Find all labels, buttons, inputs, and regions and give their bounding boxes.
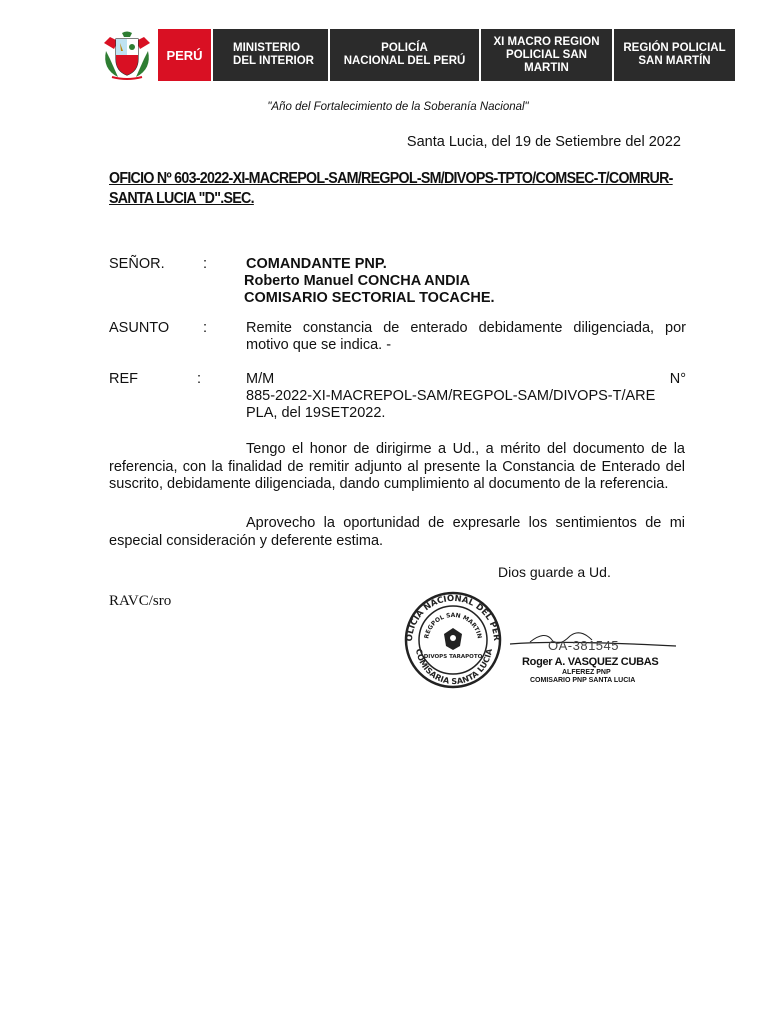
- recipient-name: Roberto Manuel CONCHA ANDIA: [244, 273, 471, 289]
- reference-block: [109, 371, 689, 423]
- body-paragraph-1-text: Tengo el honor de dirigirme a Ud., a mérito del documento de la referencia, con la finalidad de remitir adjunto al presente la Constancia de Enterado del suscrito, debidamente diligenciada, dando cumplimiento al documento de la referencia.: [109, 441, 685, 492]
- signature-post: COMISARIO PNP SANTA LUCIA: [530, 677, 636, 684]
- body-paragraph-1: [109, 441, 685, 494]
- seal-bottom-text: COMISARIA SANTA LUCIA: [414, 648, 494, 687]
- reference-mm: M/M: [246, 371, 275, 387]
- header-policia-text: POLICÍA NACIONAL DEL PERÚ: [343, 42, 466, 67]
- header-ministerio: [213, 29, 328, 81]
- initials: RAVC/sro: [109, 593, 172, 609]
- seal-outer-text: OLICIA NACIONAL DEL PER: [404, 593, 502, 642]
- peru-coat-of-arms: [96, 29, 158, 81]
- header-ministerio-text: MINISTERIO DEL INTERIOR: [233, 42, 314, 67]
- subject-label: ASUNTO: [109, 320, 170, 336]
- subject-block: [109, 320, 689, 356]
- recipient-line-2: [244, 273, 470, 290]
- reference-line-2: 885-2022-XI-MACREPOL-SAM/REGPOL-SAM/DIVOPS-T/ARE: [246, 388, 656, 404]
- year-motto: "Año del Fortalecimiento de la Soberanía Nacional": [267, 101, 529, 113]
- reference-label: REF: [109, 371, 138, 387]
- recipient-colon: :: [203, 256, 208, 272]
- recipient-block: [109, 256, 689, 308]
- seal-inner-text: REGPOL SAN MARTIN: [423, 611, 483, 640]
- header-region-policial-text: REGIÓN POLICIAL SAN MARTÍN: [623, 42, 726, 67]
- reference-line-3: PLA, del 19SET2022.: [246, 405, 386, 421]
- subject-colon: :: [203, 320, 208, 336]
- document-date: Santa Lucia, del 19 de Setiembre del 2022: [406, 134, 681, 150]
- header-region-policial: [614, 29, 735, 81]
- seal-inner-text-2: DIVOPS TARAPOTO: [423, 654, 483, 660]
- header-macro-region: [481, 29, 612, 81]
- body-paragraph-2-text: Aprovecho la oportunidad de expresarle los sentimientos de mi especial consideración y deferente estima.: [109, 515, 685, 549]
- recipient-label: SEÑOR.: [109, 256, 165, 272]
- police-seal-stamp: [398, 590, 508, 690]
- recipient-line-1: COMANDANTE PNP.: [246, 256, 387, 272]
- closing-phrase: Dios guarde a Ud.: [498, 564, 611, 580]
- signature-name: Roger A. VASQUEZ CUBAS: [522, 656, 659, 668]
- reference-colon: :: [197, 371, 202, 387]
- recipient-line-3: COMISARIO SECTORIAL TOCACHE.: [244, 290, 495, 306]
- reference-line-1: [246, 371, 686, 388]
- body-paragraph-2: [109, 515, 685, 550]
- signature-block: [500, 610, 680, 690]
- peru-label: PERÚ: [158, 29, 211, 81]
- signature-code: OA-381545: [548, 638, 619, 653]
- oficio-number: OFICIO Nº 603-2022-XI-MACREPOL-SAM/REGPOL-SM/DIVOPS-TPTO/COMSEC-T/COMRUR-SANTA LUCIA "D".SEC.: [109, 170, 673, 207]
- header-policia: [330, 29, 479, 81]
- signature-rank: ALFEREZ PNP: [562, 669, 611, 676]
- subject-text: Remite constancia de enterado debidamente diligenciada, por motivo que se indica. -: [246, 320, 686, 353]
- reference-number-sign: N°: [669, 371, 686, 387]
- header-macro-region-text: XI MACRO REGION POLICIAL SAN MARTIN: [493, 35, 600, 74]
